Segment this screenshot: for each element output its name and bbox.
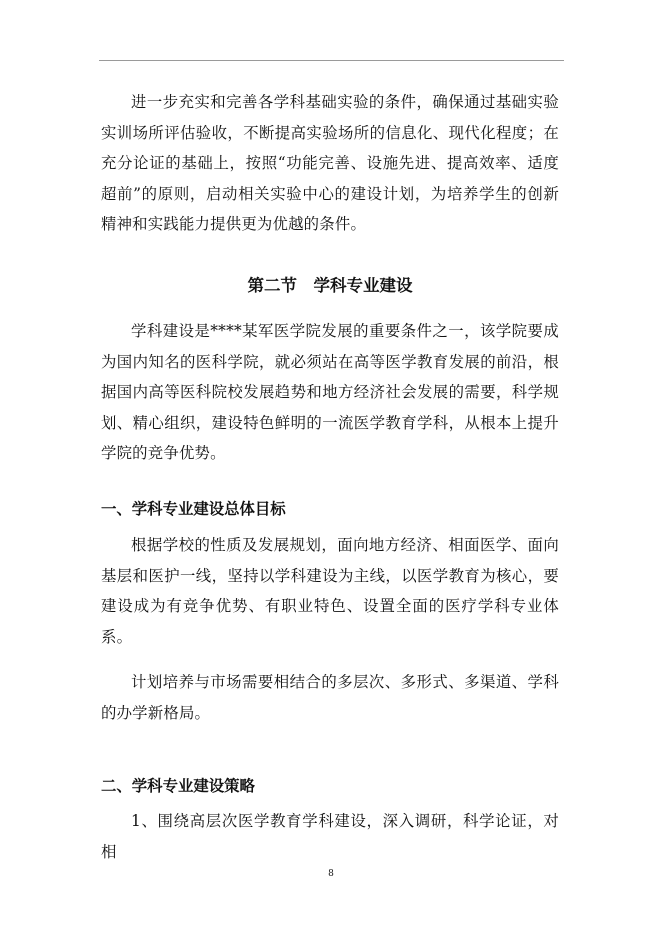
section-title: 第二节 学科专业建设 — [247, 276, 413, 295]
subsection-2-heading: 二、学科专业建设策略 — [101, 777, 255, 795]
header-rule — [99, 60, 564, 61]
page-number: 8 — [328, 869, 334, 879]
subsection-1-heading: 一、学科专业建设总体目标 — [101, 500, 286, 518]
section-paragraph: 学科建设是****某军医学院发展的重要条件之一，该学院要成为国内知名的医科学院，就必须站在高等医学教育发展的前沿，根据国内高等医科院校发展趋势和地方经济社会发展的需要，科学规划、精心组织，建设特色鲜明的一流医学教育学科，从根本上提升学院的竞争优势。 — [101, 322, 559, 462]
subsection-2-paragraph: 1、围绕高层次医学教育学科建设，深入调研，科学论证，对相 — [101, 812, 559, 861]
subsection-1-paragraph-2: 计划培养与市场需要相结合的多层次、多形式、多渠道、学科的办学新格局。 — [101, 673, 559, 722]
intro-paragraph: 进一步充实和完善各学科基础实验的条件，确保通过基础实验实训场所评估验收，不断提高实验场所的信息化、现代化程度；在充分论证的基础上，按照“功能完善、设施先进、提高效率、适度超前”的原则，启动相关实验中心的建设计划，为培养学生的创新精神和实践能力提供更为优越的条件。 — [101, 93, 559, 233]
subsection-1-paragraph: 根据学校的性质及发展规划，面向地方经济、相面医学、面向基层和医护一线，坚持以学科建设为主线，以医学教育为核心，要建设成为有竞争优势、有职业特色、设置全面的医疗学科专业体系。 — [101, 536, 559, 646]
